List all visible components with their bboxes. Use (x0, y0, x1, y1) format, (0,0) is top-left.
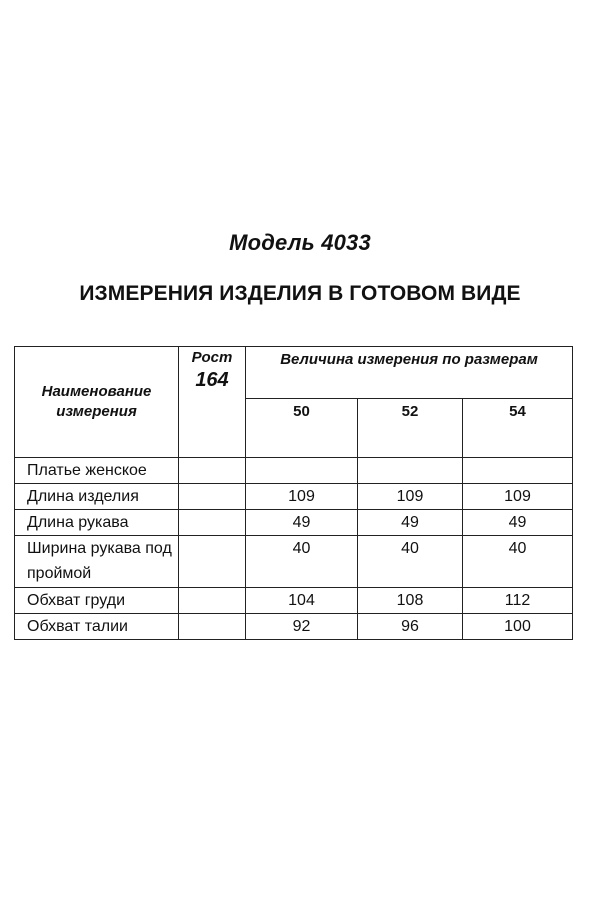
row-name: Обхват талии (15, 614, 179, 640)
row-value: 109 (463, 484, 573, 510)
row-name: Ширина рукава под проймой (15, 536, 179, 588)
row-height-cell (179, 458, 246, 484)
row-value: 40 (246, 536, 358, 588)
row-value (358, 458, 463, 484)
row-name: Длина рукава (15, 510, 179, 536)
row-value: 108 (358, 588, 463, 614)
row-height-cell (179, 510, 246, 536)
row-value: 49 (463, 510, 573, 536)
row-value: 49 (246, 510, 358, 536)
row-value: 92 (246, 614, 358, 640)
row-name: Длина изделия (15, 484, 179, 510)
model-title: Модель 4033 (229, 230, 371, 255)
table-row (15, 510, 573, 536)
height-label: Рост (191, 349, 233, 366)
table-row (15, 484, 573, 510)
table-row (15, 536, 573, 588)
row-value: 109 (246, 484, 358, 510)
row-value: 96 (358, 614, 463, 640)
row-height-cell (179, 536, 246, 588)
height-value: 164 (195, 369, 229, 391)
row-value: 40 (358, 536, 463, 588)
row-value: 49 (358, 510, 463, 536)
row-name: Платье женское (15, 458, 179, 484)
row-height-cell (179, 614, 246, 640)
height-header (179, 347, 246, 458)
row-height-cell (179, 484, 246, 510)
row-value: 104 (246, 588, 358, 614)
measurement-name-header: Наименование измерения (15, 347, 179, 458)
row-value (463, 458, 573, 484)
table-row (15, 588, 573, 614)
row-value (246, 458, 358, 484)
measurements-table (14, 346, 573, 640)
size-header: 54 (463, 399, 573, 458)
row-value: 100 (463, 614, 573, 640)
row-value: 109 (358, 484, 463, 510)
size-header: 52 (358, 399, 463, 458)
table-header-row (15, 347, 573, 399)
row-value: 112 (463, 588, 573, 614)
size-header: 50 (246, 399, 358, 458)
row-height-cell (179, 588, 246, 614)
row-name: Обхват груди (15, 588, 179, 614)
table-row (15, 458, 573, 484)
sizes-group-header: Величина измерения по размерам (246, 347, 573, 399)
table-row (15, 614, 573, 640)
row-value: 40 (463, 536, 573, 588)
page-title: ИЗМЕРЕНИЯ ИЗДЕЛИЯ В ГОТОВОМ ВИДЕ (79, 282, 521, 305)
